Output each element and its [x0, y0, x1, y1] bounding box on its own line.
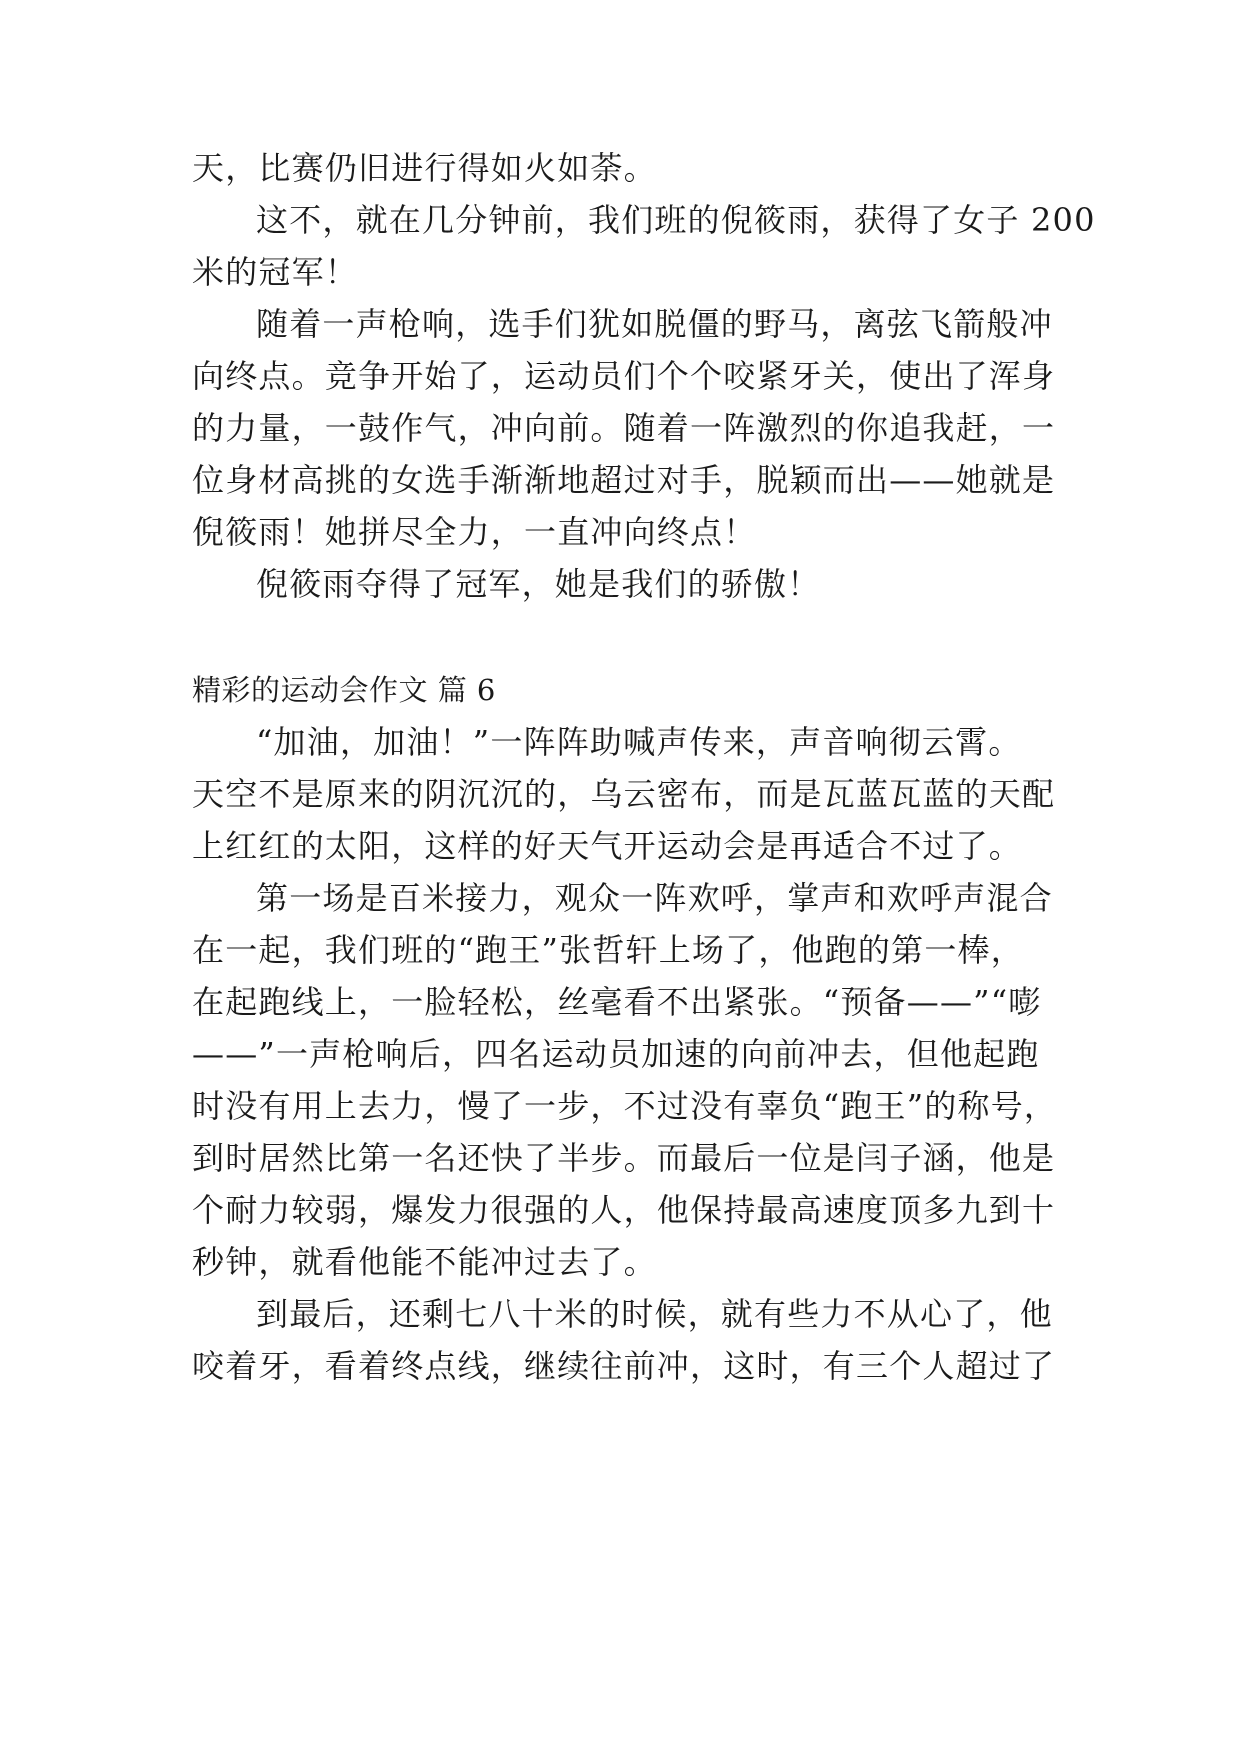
text-line: 的力量，一鼓作气，冲向前。随着一阵激烈的你追我赶，一: [192, 409, 1056, 447]
text-line: ——”一声枪响后，四名运动员加速的向前冲去，但他起跑: [192, 1035, 1040, 1073]
paragraph-first-line: 到最后，还剩七八十米的时候，就有些力不从心了，他: [256, 1295, 1053, 1333]
text-line: 天，比赛仍旧进行得如火如荼。: [192, 149, 657, 187]
paragraph-first-line: 第一场是百米接力，观众一阵欢呼，掌声和欢呼声混合: [256, 879, 1053, 917]
text-line: 上红红的太阳，这样的好天气开运动会是再适合不过了。: [192, 827, 1023, 865]
text-line: 在起跑线上，一脸轻松，丝毫看不出紧张。“预备——”“嘭: [192, 983, 1042, 1021]
paragraph-first-line: 这不，就在几分钟前，我们班的倪筱雨，获得了女子 200: [256, 201, 1096, 239]
paragraph-first-line: 倪筱雨夺得了冠军，她是我们的骄傲！: [256, 565, 821, 603]
text-line: 秒钟，就看他能不能冲过去了。: [192, 1243, 657, 1281]
text-line: 在一起，我们班的“跑王”张哲轩上场了，他跑的第一棒，: [192, 931, 1024, 969]
text-line: 时没有用上去力，慢了一步，不过没有辜负“跑王”的称号，: [192, 1087, 1058, 1125]
text-line: 位身材高挑的女选手渐渐地超过对手，脱颖而出——她就是: [192, 461, 1056, 499]
text-line: 倪筱雨！她拼尽全力，一直冲向终点！: [192, 513, 757, 551]
paragraph-first-line: 随着一声枪响，选手们犹如脱僵的野马，离弦飞箭般冲: [256, 305, 1053, 343]
text-line: 个耐力较弱，爆发力很强的人，他保持最高速度顶多九到十: [192, 1191, 1056, 1229]
section-heading: 精彩的运动会作文 篇 6: [192, 673, 496, 707]
text-line: 天空不是原来的阴沉沉的，乌云密布，而是瓦蓝瓦蓝的天配: [192, 775, 1056, 813]
text-line: 咬着牙，看着终点线，继续往前冲，这时，有三个人超过了: [192, 1347, 1056, 1385]
paragraph-first-line: “加油，加油！”一阵阵助喊声传来，声音响彻云霄。: [256, 723, 1022, 761]
text-line: 向终点。竞争开始了，运动员们个个咬紧牙关，使出了浑身: [192, 357, 1056, 395]
text-line: 米的冠军！: [192, 253, 359, 291]
text-line: 到时居然比第一名还快了半步。而最后一位是闫子涵，他是: [192, 1139, 1056, 1177]
